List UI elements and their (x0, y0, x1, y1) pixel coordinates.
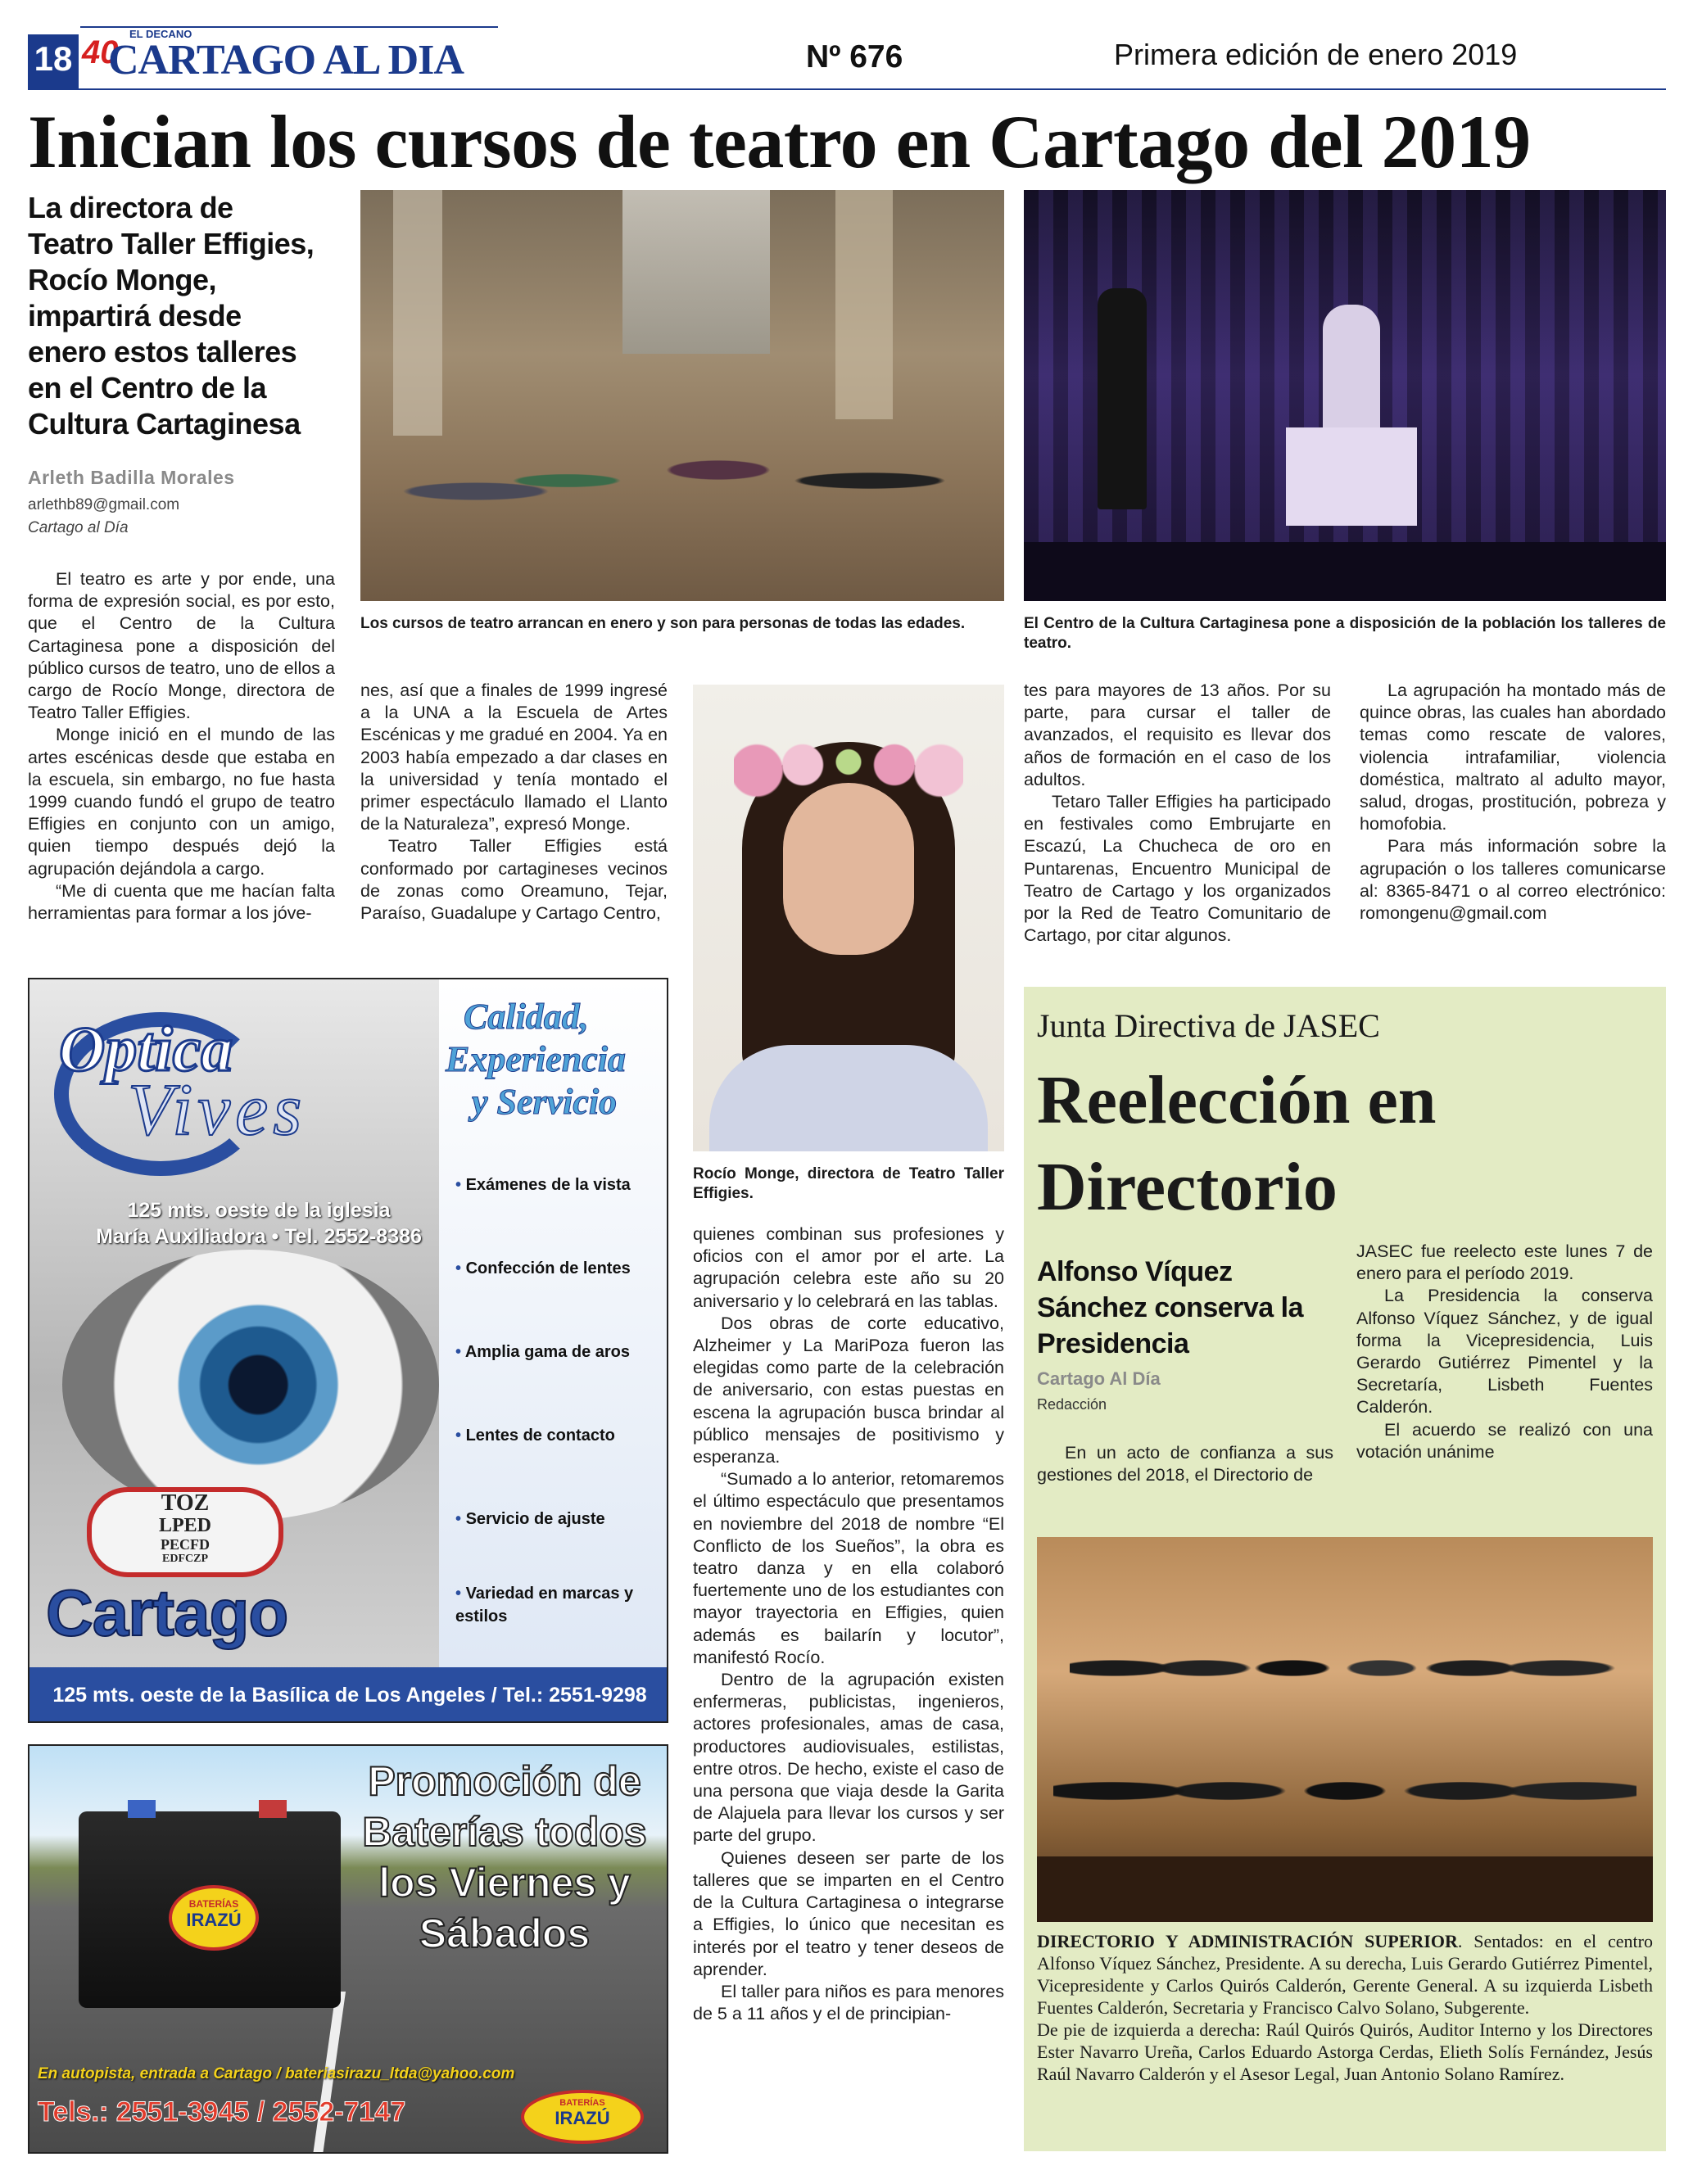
paragraph: El taller para niños es para menores de 5 a 11 años y el de principian- (693, 1981, 1004, 2024)
paragraph: Para más información sobre la agrupación o los talleres comunicarse al: 8365-8471 o al correo electrónico: romongenu@gmail.com (1360, 836, 1666, 924)
ad-footer-text: 125 mts. oeste de la Basílica de Los Angeles / Tel.: 2551-9298 (52, 1684, 647, 1707)
photo-jasec-directors (1037, 1537, 1653, 1922)
masthead-logo (82, 26, 464, 93)
paragraph: “Sumado a lo anterior, retomaremos el último espectáculo que presentamos en noviembre del 2018 de nombre “El Conflicto de los Sueños”, la obra es teatro danza y en ella colaboró fuertemente uno de los estudiantes con mayor trayectoria en Effigies, quien además es bailarín y locutor”, manifestó Rocío. (693, 1469, 1004, 1667)
author-name: Arleth Badilla Morales (28, 467, 235, 488)
article-column-2 (360, 680, 668, 925)
ad-battery-label (169, 1885, 259, 1951)
ad-eye-chart (87, 1487, 283, 1577)
ad-service-5 (455, 1510, 605, 1529)
logo-decano: EL DECANO (129, 28, 192, 40)
header-rule (28, 88, 1666, 90)
paragraph: Tetaro Taller Effigies ha participado en festivales como Embrujarte en Escazú, La Chucheca de oro en Puntarenas, Encuentro Municipal de Teatro de Cartago y los organizados por la Red de Teatro Comunitario de Cartago, por citar algunos. (1024, 792, 1331, 946)
issue-number: Nº 676 (806, 39, 903, 75)
jasec-role: Redacción (1037, 1396, 1107, 1413)
caption-title: DIRECTORIO Y ADMINISTRACIÓN SUPERIOR (1037, 1931, 1458, 1951)
article-column-4 (1024, 680, 1331, 947)
caption-spacer: . (1457, 1931, 1474, 1951)
photo-stage-performance (1024, 190, 1666, 601)
ad-brand-optica: Optica (59, 1013, 233, 1084)
bullet-icon: • (455, 1510, 466, 1528)
paragraph: La agrupación ha montado más de quince obras, las cuales han abordado temas como rescate de valores, violencia intrafamiliar, violencia doméstica, maltrato al adulto mayor, salud, drogas, prostitución, pobreza y homofobia. (1360, 681, 1666, 834)
ad-promo-1: Promoción de (368, 1758, 641, 1804)
ad-slogan-2: Experiencia (446, 1039, 626, 1079)
ad-slogan-1: Calidad, (464, 997, 589, 1037)
photo-table (1037, 1856, 1653, 1922)
paragraph: Quienes deseen ser parte de los talleres que se imparten en el Centro de la Cultura Cartaginesa o integrarse a Effigies, lo único que necesitan es interés por el teatro y tener deseos de aprender. (693, 1847, 1004, 1979)
ad-service-4 (455, 1427, 615, 1445)
photo-rocio-monge (693, 685, 1004, 1151)
paragraph: El acuerdo se realizó con una votación unánime (1356, 1419, 1653, 1462)
service-label: Servicio de ajuste (465, 1510, 605, 1528)
caption-stage-performance: El Centro de la Cultura Cartaginesa pone a disposición de la población los talleres de teatro. (1024, 615, 1666, 652)
photo-blouse (709, 1045, 988, 1151)
photo-group-standing (1070, 1619, 1627, 1742)
ad-eye-graphic (62, 1250, 439, 1520)
bullet-icon: • (455, 1427, 466, 1445)
photo-pillar (835, 190, 893, 419)
ad-promo-4: Sábados (419, 1910, 591, 1956)
ad-promo-2: Baterías todos (362, 1809, 647, 1855)
jasec-headline-2: Directorio (1037, 1149, 1338, 1225)
caption-text-2: De pie de izquierda a derecha: Raúl Quirós Quirós, Auditor Interno y los Directores Ester Navarro Ureña, Carlos Eduardo Astorga Cerdas, Elieth Solís Fernández, Jesús Raúl Navarro Calderón y el Asesor Legal, Juan Antonio Solano Ramírez. (1037, 2019, 1653, 2084)
caption-text: Sentados: en el centro Alfonso Víquez Sánchez, Presidente. A su derecha, Luis Gerardo Gutiérrez Pimentel, Vicepresidente y Carlos Quirós Calderón, Gerente General. A su izquierda Lisbeth Fuentes Calderón, Secretaria y Francisco Calvo Solano, Subgerente. (1037, 1931, 1653, 2018)
photo-table (1286, 427, 1417, 526)
paragraph: La Presidencia la conserva Alfonso Víquez Sánchez, y de igual forma la Vicepresidencia, Luis Gerardo Gutiérrez Pimentel y la Secretaría, Lisbeth Fuentes Calderón. (1356, 1286, 1653, 1418)
jasec-subhead: Alfonso Víquez Sánchez conserva la Presidencia (1037, 1256, 1304, 1359)
paragraph: “Me di cuenta que me hacían falta herramientas para formar a los jóve- (28, 880, 335, 924)
author-outlet: Cartago al Día (28, 519, 129, 536)
bullet-icon: • (455, 1176, 466, 1194)
header-rule-top (80, 26, 498, 28)
jasec-headline-1: Reelección en (1037, 1062, 1437, 1138)
chart-line: PECFD (161, 1536, 210, 1553)
service-label: Exámenes de la vista (465, 1176, 631, 1194)
article-column-1 (28, 568, 335, 925)
photo-theater-class (360, 190, 1004, 601)
ad-location: En autopista, entrada a Cartago / bateriasirazu_ltda@yahoo.com (38, 2065, 515, 2082)
paragraph: Dentro de la agrupación existen enfermeras, publicistas, ingenieros, actores profesionales, amas de casa, productores audiovisuales, estilistas, entre otros. De hecho, existe el caso de una persona que viaja desde la Garita de Alajuela para llevar los cursos y ser parte del grupo. (693, 1670, 1004, 1846)
paragraph: Monge inició en el mundo de las artes escénicas desde que estaba en la escuela, sin embargo, no fue hasta 1999 cuando fundó el grupo de teatro Effigies en conjunto con un amigo, quien tiempo después dejó la agrupación dejándola a cargo. (28, 725, 335, 879)
paragraph: En un acto de confianza a sus gestiones del 2018, el Directorio de (1037, 1443, 1333, 1485)
page-number: 18 (34, 39, 73, 78)
badge-top: BATERÍAS (559, 2098, 605, 2108)
paragraph: Dos obras de corte educativo, Alzheimer y La MariPoza fueron las elegidas como parte de la celebración de aniversario, con estas puestas en escena la agrupación busca brindar al público mensajes de positivismo y esperanza. (693, 1313, 1004, 1467)
jasec-photo-caption (1037, 1930, 1653, 2085)
ad-service-6 (455, 1582, 652, 1628)
article-deck: La directora de Teatro Taller Effigies, Rocío Monge, impartirá desde enero estos talleres en el Centro de la Cultura Cartaginesa (28, 191, 315, 441)
ad-optica-vives (28, 978, 668, 1723)
photo-window (622, 190, 770, 354)
ad-battery-terminal (259, 1800, 287, 1818)
battery-label-brand: IRAZÚ (186, 1910, 242, 1930)
photo-flower-crown (734, 742, 963, 799)
jasec-kicker: Junta Directiva de JASEC (1037, 1007, 1380, 1044)
paragraph: JASEC fue reelecto este lunes 7 de enero para el período 2019. (1356, 1241, 1653, 1284)
chart-line: LPED (158, 1515, 211, 1536)
ad-promo-3: los Viernes y (378, 1860, 631, 1906)
photo-floor (1024, 542, 1666, 601)
bullet-icon: • (455, 1343, 465, 1361)
author-email: arlethb89@gmail.com (28, 496, 180, 513)
article-column-5 (1360, 680, 1666, 925)
paragraph: Teatro Taller Effigies está conformado por cartagineses vecinos de zonas como Oreamuno, Tejar, Paraíso, Guadalupe y Cartago Centro, (360, 836, 668, 924)
paragraph: tes para mayores de 13 años. Por su parte, para cursar el taller de avanzados, el requisito es llevar dos años de formación en el caso de los adultos. (1024, 681, 1331, 789)
ad-logo-badge (521, 2090, 644, 2144)
paragraph: quienes combinan sus profesiones y oficios con el amor por el arte. La agrupación celebra este año su 20 aniversario y lo celebrará en las tablas. (693, 1224, 1004, 1311)
paragraph: nes, así que a finales de 1999 ingresé a la UNA a la Escuela de Artes Escénicas y me gradué en 2004. Ya en 2003 había empezado a dar clases en la universidad y tenía montado el primer espectáculo llamado el Llanto de la Naturaleza”, expresó Monge. (360, 681, 668, 834)
ad-address-2: María Auxiliadora • Tel. 2552-8386 (96, 1225, 422, 1248)
jasec-right-text (1356, 1241, 1653, 1463)
jasec-byline: Cartago Al Día (1037, 1368, 1161, 1389)
paragraph: El teatro es arte y por ende, una forma de expresión social, es por esto, que el Centro de la Cultura Cartaginesa pone a disposición del público cursos de teatro, uno de ellos a cargo de Rocío Monge, directora de Teatro Taller Effigies. (28, 569, 335, 723)
photo-pillar (393, 190, 442, 436)
photo-people (385, 427, 991, 534)
article-headline: Inician los cursos de teatro en Cartago del 2019 (28, 100, 1531, 183)
chart-line: EDFCZP (162, 1553, 208, 1565)
bullet-icon: • (455, 1585, 466, 1603)
ad-slogan-3: y Servicio (472, 1082, 618, 1122)
caption-rocio-monge: Rocío Monge, directora de Teatro Taller Effigies. (693, 1165, 1004, 1202)
ad-brand-vives: Vives (128, 1069, 307, 1151)
logo-name: CARTAGO AL DIA (108, 37, 464, 84)
logo-40: 40 (82, 34, 119, 70)
jasec-box (1024, 987, 1666, 2151)
caption-theater-class: Los cursos de teatro arrancan en enero y son para personas de todas las edades. (360, 615, 966, 632)
article-column-3 (693, 1223, 1004, 2025)
service-label: Confección de lentes (465, 1259, 631, 1277)
ad-service-1 (455, 1176, 631, 1195)
jasec-left-text (1037, 1442, 1333, 1486)
service-label: Variedad en marcas y estilos (455, 1585, 634, 1626)
service-label: Amplia gama de aros (464, 1343, 631, 1361)
edition-date: Primera edición de enero 2019 (1114, 38, 1518, 71)
chart-line: TOZ (161, 1490, 210, 1516)
ad-city: Cartago (46, 1576, 288, 1649)
bullet-icon: • (455, 1259, 466, 1277)
photo-actress (1323, 305, 1380, 444)
ad-battery-terminal (128, 1800, 156, 1818)
battery-label-top: BATERÍAS (188, 1898, 239, 1910)
ad-service-3 (455, 1343, 630, 1362)
ad-baterias-irazu (28, 1744, 668, 2154)
ad-address-1: 125 mts. oeste de la iglesia (127, 1199, 391, 1222)
photo-face (783, 783, 914, 955)
photo-actor (1098, 288, 1147, 509)
photo-group-seated (1053, 1725, 1636, 1856)
badge-brand: IRAZÚ (555, 2108, 610, 2128)
ad-phones: Tels.: 2551-3945 / 2552-7147 (38, 2096, 406, 2127)
service-label: Lentes de contacto (465, 1427, 615, 1445)
ad-service-2 (455, 1259, 631, 1278)
